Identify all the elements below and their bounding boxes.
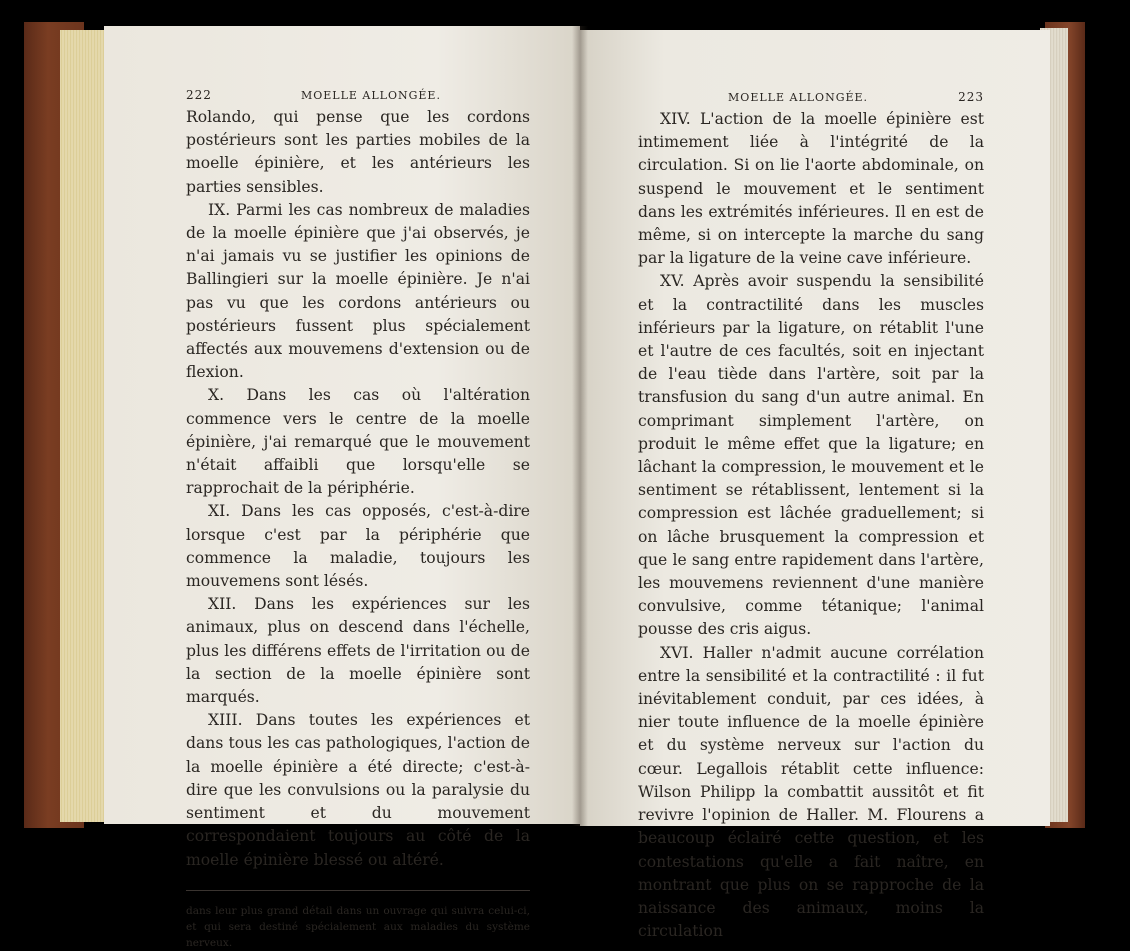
paragraph-xv: XV. Après avoir suspendu la sensibilité et la contractilité dans les muscles inférieurs par la ligature, on rétablit l'une et l'autre de ces facultés, soit en injectant de l'eau tiède dans l'artère, soit par la transfusion du sang d'un autre animal. En comprimant simplement l'artère, on produit le même effet que la ligature; en lâchant la compression, le mouvement et le sentiment se rétablissent, lentement si la compression est lâchée graduellement; si on lâche brusquement la compression et que le sang entre rapidement dans l'artère, les mouvemens reviennent d'une manière convulsive, comme tétanique; l'animal pousse des cris aigus. bbox=[638, 272, 984, 639]
paragraph: Rolando, qui pense que les cordons postérieurs sont les parties mobiles de la moelle épinière, et les antérieurs les parties sensibles. bbox=[186, 108, 530, 196]
paragraph-xiv: XIV. L'action de la moelle épinière est intimement liée à l'intégrité de la circulation. Si on lie l'aorte abdominale, on suspend le mouvement et le sentiment dans les extrémités inférieures. Il en est de même, si on intercepte la marche du sang par la ligature de la veine cave inférieure. bbox=[638, 110, 984, 268]
paragraph-xii: XII. Dans les expériences sur les animaux, plus on descend dans l'échelle, plus les différens effets de l'irritation ou de la section de la moelle épinière sont marqués. bbox=[186, 595, 530, 707]
right-page-number: 223 bbox=[958, 90, 984, 104]
right-body-text bbox=[638, 108, 984, 943]
paragraph-xvi: XVI. Haller n'admit aucune corrélation entre la sensibilité et la contractilité : il fut inévitablement conduit, par ces idées, à nier toute influence de la moelle épinière et du système nerveux sur l'action du cœur. Legallois rétablit cette influence: Wilson Philipp la combattit aussitôt et fit revivre l'opinion de Haller. M. Flourens a beaucoup éclairé cette question, et les contestations qu'elle a fait naître, en montrant que plus on se rapproche de la naissance des animaux, moins la circulation bbox=[638, 643, 984, 941]
footnote: dans leur plus grand détail dans un ouvrage qui suivra celui-ci, et qui sera destiné spécialement aux maladies du système nerveux. bbox=[186, 904, 530, 949]
right-running-title: MOELLE ALLONGÉE. bbox=[728, 91, 869, 104]
left-body-text bbox=[186, 106, 530, 872]
paragraph-ix: IX. Parmi les cas nombreux de maladies de la moelle épinière que j'ai observés, je n'ai jamais vu se justifier les opinions de Ballingieri sur la moelle épinière. Je n'ai pas vu que les cordons antérieurs ou postérieurs fussent plus spécialement affectés aux mouvemens d'extension ou de flexion. bbox=[186, 200, 530, 382]
left-running-head bbox=[186, 88, 530, 102]
footnote-divider bbox=[186, 890, 530, 891]
left-running-title: MOELLE ALLONGÉE. bbox=[300, 89, 441, 102]
left-page bbox=[104, 26, 580, 949]
right-running-head bbox=[638, 90, 984, 104]
left-page-number: 222 bbox=[186, 88, 212, 102]
right-page bbox=[580, 30, 1050, 941]
book-gutter bbox=[572, 26, 588, 826]
paragraph-xiii: XIII. Dans toutes les expériences et dans tous les cas pathologiques, l'action de la moelle épinière a été directe; c'est-à-dire que les convulsions ou la paralysie du sentiment et du mouvement correspondaient toujours au côté de la moelle épinière blessé ou altéré. bbox=[186, 711, 530, 869]
paragraph-xi: XI. Dans les cas opposés, c'est-à-dire lorsque c'est par la périphérie que commence la maladie, toujours les mouvemens sont lésés. bbox=[186, 502, 530, 591]
paragraph-x: X. Dans les cas où l'altération commence vers le centre de la moelle épinière, j'ai remarqué que le mouvement n'était affaibli que lorsqu'elle se rapprochait de la périphérie. bbox=[186, 386, 530, 498]
